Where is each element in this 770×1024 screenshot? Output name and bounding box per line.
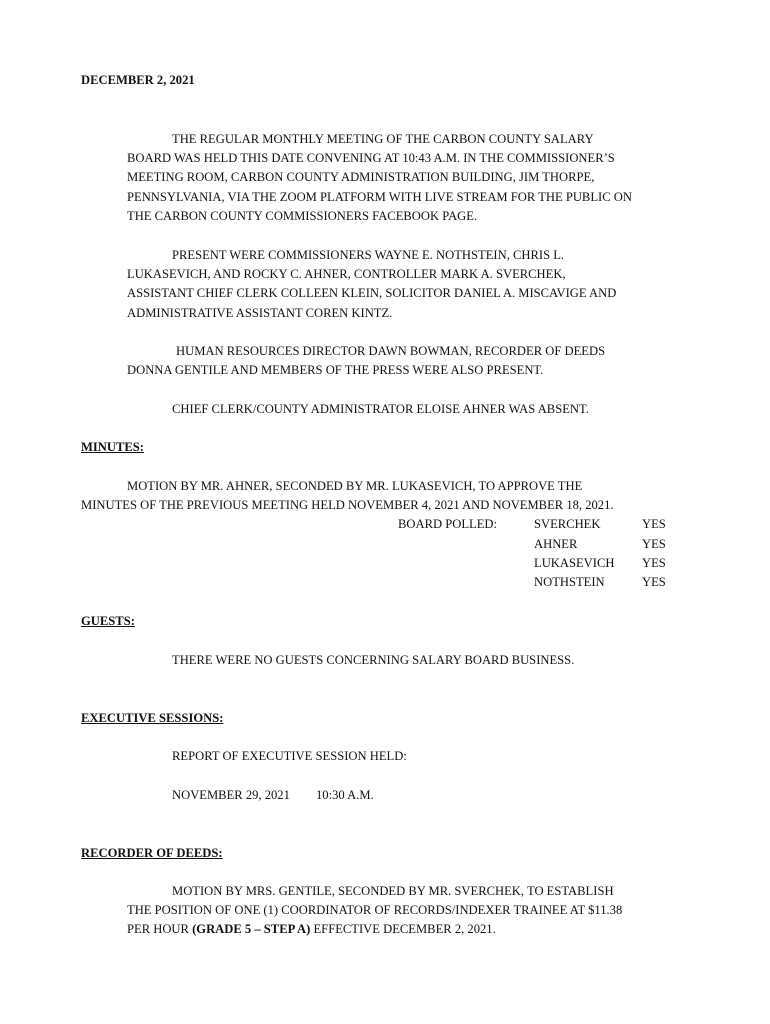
guests-heading: GUESTS: <box>81 614 135 628</box>
meeting-date: DECEMBER 2, 2021 <box>81 73 195 87</box>
present-line-1: PRESENT WERE COMMISSIONERS WAYNE E. NOTHSTEIN, CHRIS L. <box>172 248 565 262</box>
intro-line-2: BOARD WAS HELD THIS DATE CONVENING AT 10:43 A.M. IN THE COMMISSIONER’S <box>127 151 615 165</box>
recorder-of-deeds-heading: RECORDER OF DEEDS: <box>81 846 223 860</box>
line3-pre: PER HOUR <box>127 922 193 936</box>
recorder-motion-line-3 <box>127 922 496 937</box>
also-present-line-2: DONNA GENTILE AND MEMBERS OF THE PRESS WERE ALSO PRESENT. <box>127 363 544 377</box>
intro-line-3: MEETING ROOM, CARBON COUNTY ADMINISTRATION BUILDING, JIM THORPE, <box>127 170 595 184</box>
intro-line-5: THE CARBON COUNTY COMMISSIONERS FACEBOOK PAGE. <box>127 209 478 223</box>
intro-line-4: PENNSYLVANIA, VIA THE ZOOM PLATFORM WITH LIVE STREAM FOR THE PUBLIC ON <box>127 190 632 204</box>
vote-value: YES <box>642 537 666 551</box>
minutes-motion-line-1: MOTION BY MR. AHNER, SECONDED BY MR. LUKASEVICH, TO APPROVE THE <box>127 479 583 493</box>
absent-note: CHIEF CLERK/COUNTY ADMINISTRATOR ELOISE AHNER WAS ABSENT. <box>172 402 589 416</box>
board-polled-label: BOARD POLLED: <box>398 517 498 531</box>
vote-value: YES <box>642 517 666 531</box>
recorder-motion-line-1: MOTION BY MRS. GENTILE, SECONDED BY MR. SVERCHEK, TO ESTABLISH <box>172 884 614 898</box>
vote-name: NOTHSTEIN <box>534 575 605 589</box>
intro-line-1: THE REGULAR MONTHLY MEETING OF THE CARBON COUNTY SALARY <box>172 132 594 146</box>
executive-sessions-heading: EXECUTIVE SESSIONS: <box>81 711 224 725</box>
vote-value: YES <box>642 556 666 570</box>
present-line-4: ADMINISTRATIVE ASSISTANT COREN KINTZ. <box>127 306 393 320</box>
executive-report-label: REPORT OF EXECUTIVE SESSION HELD: <box>172 749 407 763</box>
vote-name: LUKASEVICH <box>534 556 615 570</box>
also-present-line-1: HUMAN RESOURCES DIRECTOR DAWN BOWMAN, RECORDER OF DEEDS <box>176 344 606 358</box>
minutes-motion-line-2: MINUTES OF THE PREVIOUS MEETING HELD NOVEMBER 4, 2021 AND NOVEMBER 18, 2021. <box>81 498 614 512</box>
present-line-2: LUKASEVICH, AND ROCKY C. AHNER, CONTROLLER MARK A. SVERCHEK, <box>127 267 566 281</box>
guests-text: THERE WERE NO GUESTS CONCERNING SALARY BOARD BUSINESS. <box>172 653 575 667</box>
recorder-motion-line-2: THE POSITION OF ONE (1) COORDINATOR OF RECORDS/INDEXER TRAINEE AT $11.38 <box>127 903 623 917</box>
vote-name: AHNER <box>534 537 578 551</box>
minutes-heading: MINUTES: <box>81 440 144 454</box>
present-line-3: ASSISTANT CHIEF CLERK COLLEEN KLEIN, SOLICITOR DANIEL A. MISCAVIGE AND <box>127 286 617 300</box>
line3-post: EFFECTIVE DECEMBER 2, 2021. <box>310 922 496 936</box>
grade-step: (GRADE 5 – STEP A) <box>192 922 311 936</box>
vote-value: YES <box>642 575 666 589</box>
executive-session-time: 10:30 A.M. <box>316 788 374 802</box>
vote-name: SVERCHEK <box>534 517 601 531</box>
executive-session-date: NOVEMBER 29, 2021 <box>172 788 290 802</box>
